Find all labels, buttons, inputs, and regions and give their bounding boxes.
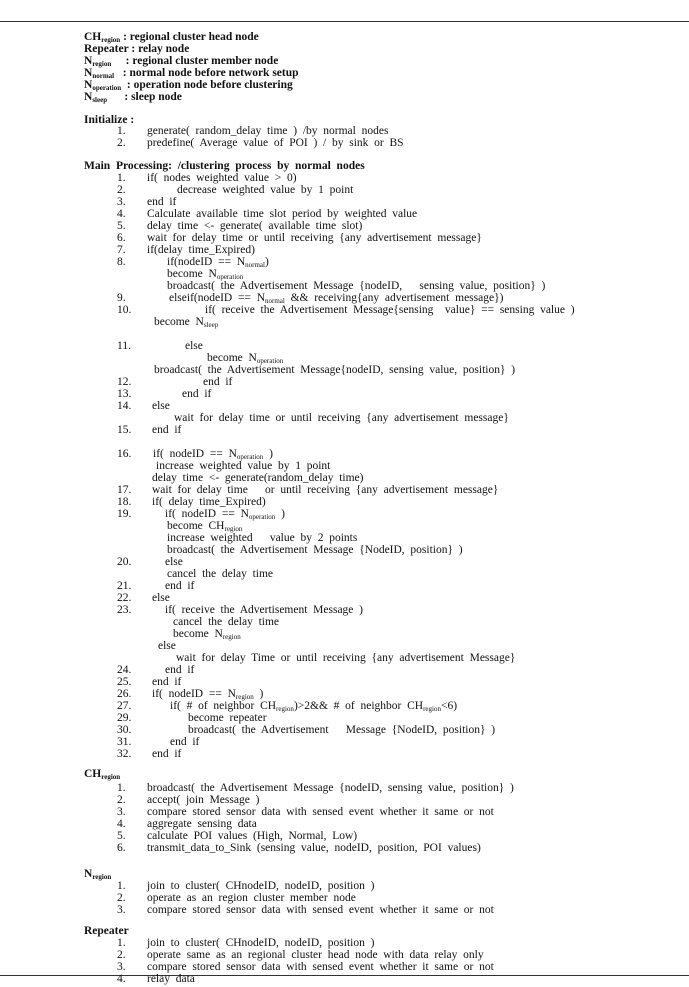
initialize-heading: Initialize : [84, 114, 135, 126]
ch-step: transmit_data_to_Sink (sensing value, nodeID, position, POI values) [147, 842, 481, 854]
code-line: broadcast( the Advertisement Message {NodeID, position} ) [188, 724, 496, 736]
step-number: 2. [117, 949, 126, 961]
step-number: 25. [117, 676, 132, 688]
step-number: 1. [117, 125, 126, 137]
code-line: else [158, 640, 176, 652]
step-number: 1. [117, 880, 126, 892]
code-line: wait for delay Time or until receiving {any advertisement Message} [176, 652, 516, 664]
n-region-step: join to cluster( CHnodeID, nodeID, position ) [147, 880, 375, 892]
code-line: increase weighted value by 1 point [156, 460, 331, 472]
code-line: broadcast( the Advertisement Message {NodeID, position} ) [167, 544, 463, 556]
code-line: if( delay time_Expired) [152, 496, 266, 508]
repeater-heading: Repeater [84, 925, 129, 937]
code-line: if( receive the Advertisement Message ) [165, 604, 363, 616]
code-line: if(nodeID == $N_{normal}$) [167, 256, 269, 269]
code-line: wait for delay time or until receiving {any advertisement message} [147, 232, 482, 244]
code-line: broadcast( the Advertisement Message {nodeID, sensing value, position} ) [167, 280, 546, 292]
code-line: end if [203, 376, 233, 388]
code-line: if( nodeID == $N_{operation}$ ) [165, 508, 285, 521]
step-number: 5. [117, 830, 126, 842]
code-line: become $N_{region}$ [173, 628, 241, 641]
step-number: 11. [117, 340, 131, 352]
code-line: if( nodes weighted value > 0) [147, 172, 297, 184]
code-line: end if [152, 748, 182, 760]
repeater-step: operate same as an regional cluster head node with data relay only [147, 949, 484, 961]
code-line: if( # of neighbor $CH_{region})>2\&\&$ # of neighbor $CH_{region}<6$) [170, 700, 458, 713]
step-number: 31. [117, 736, 132, 748]
code-line: if(delay time_Expired) [147, 244, 255, 256]
n-region-step: operate as an region cluster member node [147, 892, 356, 904]
code-line: delay time <- generate(random_delay time) [152, 472, 364, 484]
code-line: increase weighted value by 2 points [167, 532, 358, 544]
legend-ch-region: $CH_{region}$ : regional cluster head node [84, 31, 259, 44]
step-number: 2. [117, 892, 126, 904]
ch-step: aggregate sensing data [147, 818, 257, 830]
step-number: 1. [117, 172, 126, 184]
step-number: 26. [117, 688, 132, 700]
step-number: 30. [117, 724, 132, 736]
step-number: 2. [117, 794, 126, 806]
step-number: 4. [117, 973, 126, 985]
code-line: if( nodeID == $N_{region}$ ) [152, 688, 264, 701]
code-line: become $CH_{region}$ [167, 520, 243, 533]
step-number: 3. [117, 806, 126, 818]
step-number: 7. [117, 244, 126, 256]
code-line: end if [152, 676, 182, 688]
step-number: 19. [117, 508, 132, 520]
step-number: 4. [117, 208, 126, 220]
code-line: wait for delay time or until receiving {any advertisement message} [174, 412, 509, 424]
code-line: broadcast( the Advertisement Message{nodeID, sensing value, position} ) [154, 364, 516, 376]
step-number: 3. [117, 196, 126, 208]
n-region-step: compare stored sensor data with sensed event whether it same or not [147, 904, 494, 916]
code-line: cancel the delay time [173, 616, 280, 628]
step-number: 32. [117, 748, 132, 760]
code-line: end if [182, 388, 212, 400]
ch-step: broadcast( the Advertisement Message {nodeID, sensing value, position} ) [147, 782, 514, 794]
main-heading: Main Processing: /clustering process by normal nodes [84, 160, 365, 172]
step-number: 4. [117, 818, 126, 830]
step-number: 21. [117, 580, 132, 592]
code-line: become $N_{operation}$ [207, 352, 284, 365]
code-line: elseif(nodeID == $N_{normal}$ && receiving{any advertisement message}) [169, 292, 504, 305]
code-line: end if [152, 424, 182, 436]
step-number: 17. [117, 484, 132, 496]
step-number: 8. [117, 256, 126, 268]
step-number: 15. [117, 424, 132, 436]
code-line: end if [170, 736, 200, 748]
code-line: decrease weighted value by 1 point [177, 184, 354, 196]
code-line: become $N_{operation}$ [167, 268, 244, 281]
initialize-step: predefine( Average value of POI ) / by sink or BS [147, 137, 404, 149]
code-line: become $N_{sleep}$ [154, 316, 219, 329]
step-number: 9. [117, 292, 126, 304]
code-line: wait for delay time or until receiving {any advertisement message} [152, 484, 499, 496]
step-number: 6. [117, 842, 126, 854]
code-line: end if [165, 580, 195, 592]
step-number: 12. [117, 376, 132, 388]
repeater-step: relay data [147, 973, 195, 985]
code-line: else [185, 340, 203, 352]
step-number: 18. [117, 496, 132, 508]
code-line: Calculate available time slot period by weighted value [147, 208, 418, 220]
ch-step: calculate POI values (High, Normal, Low) [147, 830, 358, 842]
code-line: become repeater [188, 712, 267, 724]
step-number: 22. [117, 592, 132, 604]
n-region-heading: $N_{region}$ [84, 868, 112, 881]
step-number: 10. [117, 304, 132, 316]
repeater-step: compare stored sensor data with sensed event whether it same or not [147, 961, 494, 973]
legend-n-region: $N_{region}$ : regional cluster member node [84, 55, 279, 68]
step-number: 2. [117, 137, 126, 149]
step-number: 20. [117, 556, 132, 568]
code-line: cancel the delay time [167, 568, 274, 580]
code-line: else [152, 592, 170, 604]
ch-step: compare stored sensor data with sensed event whether it same or not [147, 806, 494, 818]
repeater-step: join to cluster( CHnodeID, nodeID, position ) [147, 937, 375, 949]
code-line: end if [147, 196, 177, 208]
step-number: 3. [117, 904, 126, 916]
step-number: 27. [117, 700, 132, 712]
code-line: end if [165, 664, 195, 676]
code-line: else [165, 556, 183, 568]
legend-n-sleep: $N_{sleep}$ : sleep node [84, 91, 182, 104]
code-line: delay time <- generate( available time slot) [147, 220, 363, 232]
code-line: if( receive the Advertisement Message{sensing value} == sensing value ) [205, 304, 575, 316]
step-number: 5. [117, 220, 126, 232]
step-number: 3. [117, 961, 126, 973]
legend-repeater: Repeater : relay node [84, 43, 190, 55]
initialize-step: generate( random_delay time ) /by normal nodes [147, 125, 389, 137]
step-number: 6. [117, 232, 126, 244]
step-number: 1. [117, 782, 126, 794]
ch-step: accept( join Message ) [147, 794, 260, 806]
step-number: 29. [117, 712, 132, 724]
ch-region-heading: $CH_{region}$ [84, 768, 121, 781]
step-number: 2. [117, 184, 126, 196]
step-number: 1. [117, 937, 126, 949]
legend-n-operation: $N_{operation}$ : operation node before clustering [84, 79, 293, 92]
step-number: 16. [117, 448, 132, 460]
code-line: else [152, 400, 170, 412]
step-number: 24. [117, 664, 132, 676]
code-line: if( nodeID == $N_{operation}$ ) [153, 448, 273, 461]
legend-n-normal: $N_{normal}$ : normal node before network setup [84, 67, 299, 80]
step-number: 23. [117, 604, 132, 616]
step-number: 13. [117, 388, 132, 400]
step-number: 14. [117, 400, 132, 412]
